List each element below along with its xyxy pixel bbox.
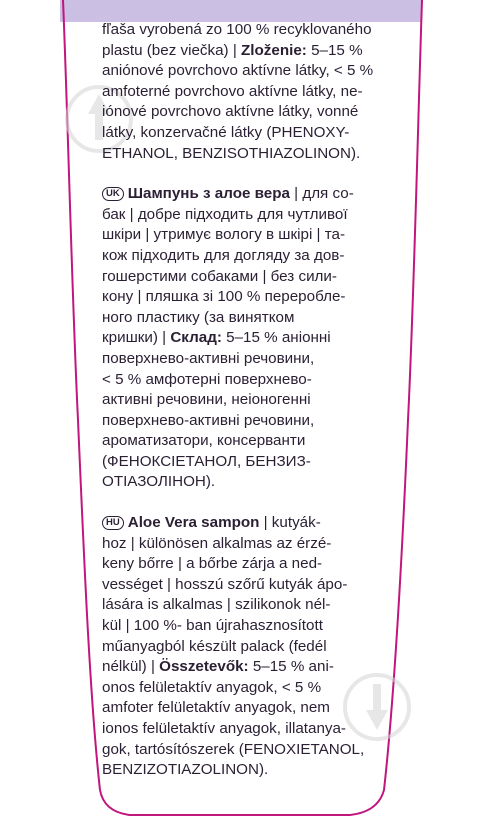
text-line: ного пластику (за винятком — [102, 308, 295, 326]
language-badge-hu: HU — [102, 516, 124, 530]
language-badge-uk: UK — [102, 187, 124, 201]
text-line: активні речовини, неіоногенні — [102, 391, 311, 409]
text-segment: | kutyák- — [259, 514, 321, 532]
text-line: műanyagból készült palack (fedél — [102, 637, 327, 655]
text-line — [102, 328, 392, 349]
text-segment: | для со- — [289, 185, 354, 203]
text-line: ETHANOL, BENZISOTHIAZOLINON). — [102, 144, 361, 162]
text-line: aniónové povrchovo aktívne látky, < 5 % — [102, 62, 374, 80]
text-line: поверхнево-активні речовини, — [102, 411, 315, 429]
text-line: поверхнево-активні речовини, — [102, 349, 315, 367]
text-segment: plastu (bez viečka) | — [102, 41, 242, 59]
text-line: kül | 100 %- ban újrahasznosított — [102, 617, 323, 635]
text-line — [102, 513, 392, 534]
text-line: látky, konzervačné látky (PHENOXY- — [102, 123, 350, 141]
text-segment: 5–15 % ani- — [248, 658, 334, 676]
text-line: ОТІАЗОЛІНОН). — [102, 473, 216, 491]
text-line: ionos felületaktív anyagok, illatanya- — [102, 720, 346, 737]
ingredients-text — [102, 20, 392, 781]
product-title: Aloe Vera sampon — [127, 514, 260, 532]
text-line: onos felületaktív anyagok, < 5 % — [102, 678, 322, 696]
product-title: Шампунь з алое вера — [127, 185, 290, 203]
composition-label: Zloženie: — [241, 41, 307, 59]
sk-text-block — [102, 20, 392, 164]
text-line: amfoterné povrchovo aktívne látky, ne- — [102, 82, 363, 100]
text-line: бак | добре підходить для чутливої — [102, 205, 348, 223]
text-line: hoz | különösen alkalmas az érzé- — [102, 534, 332, 552]
composition-label: Склад: — [170, 329, 222, 347]
text-line: amfoter felületaktív anyagok, nem — [102, 699, 330, 717]
text-line: fľaša vyrobená zo 100 % recyklovaného — [102, 21, 372, 38]
text-segment: кришки) | — [102, 329, 171, 347]
text-line — [102, 41, 392, 62]
uk-text-block — [102, 184, 392, 493]
text-segment: 5–15 % — [306, 41, 363, 59]
text-line: < 5 % амфотерні поверхнево- — [102, 370, 312, 388]
text-line: шкіри | утримує вологу в шкірі | та- — [102, 226, 345, 244]
text-line: iónové povrchovo aktívne látky, vonné — [102, 103, 359, 121]
text-line: ароматизатори, консерванти — [102, 432, 306, 450]
text-line: кож підходить для догляду за дов- — [102, 246, 345, 264]
composition-label: Összetevők: — [159, 658, 249, 676]
text-line: (ФЕНОКСІЕТАНОЛ, БЕНЗИЗ- — [102, 452, 311, 470]
hu-text-block — [102, 513, 392, 781]
text-segment: nélkül) | — [102, 658, 160, 676]
text-line: gok, tartósítószerek (FENOXIETANOL, — [102, 740, 365, 758]
text-segment: 5–15 % аніонні — [221, 329, 331, 347]
text-line: keny bőrre | a bőrbe zárja a ned- — [102, 555, 323, 573]
text-line — [102, 184, 392, 205]
text-line: кону | пляшка зі 100 % переробле- — [102, 288, 346, 306]
text-line: vességet | hosszú szőrű kutyák ápo- — [102, 575, 348, 593]
text-line: гошерстими собаками | без сили- — [102, 267, 337, 285]
text-line: BENZIZOTIAZOLINON). — [102, 761, 269, 779]
text-line: lására is alkalmas | szilikonok nél- — [102, 596, 331, 614]
text-line — [102, 657, 392, 678]
